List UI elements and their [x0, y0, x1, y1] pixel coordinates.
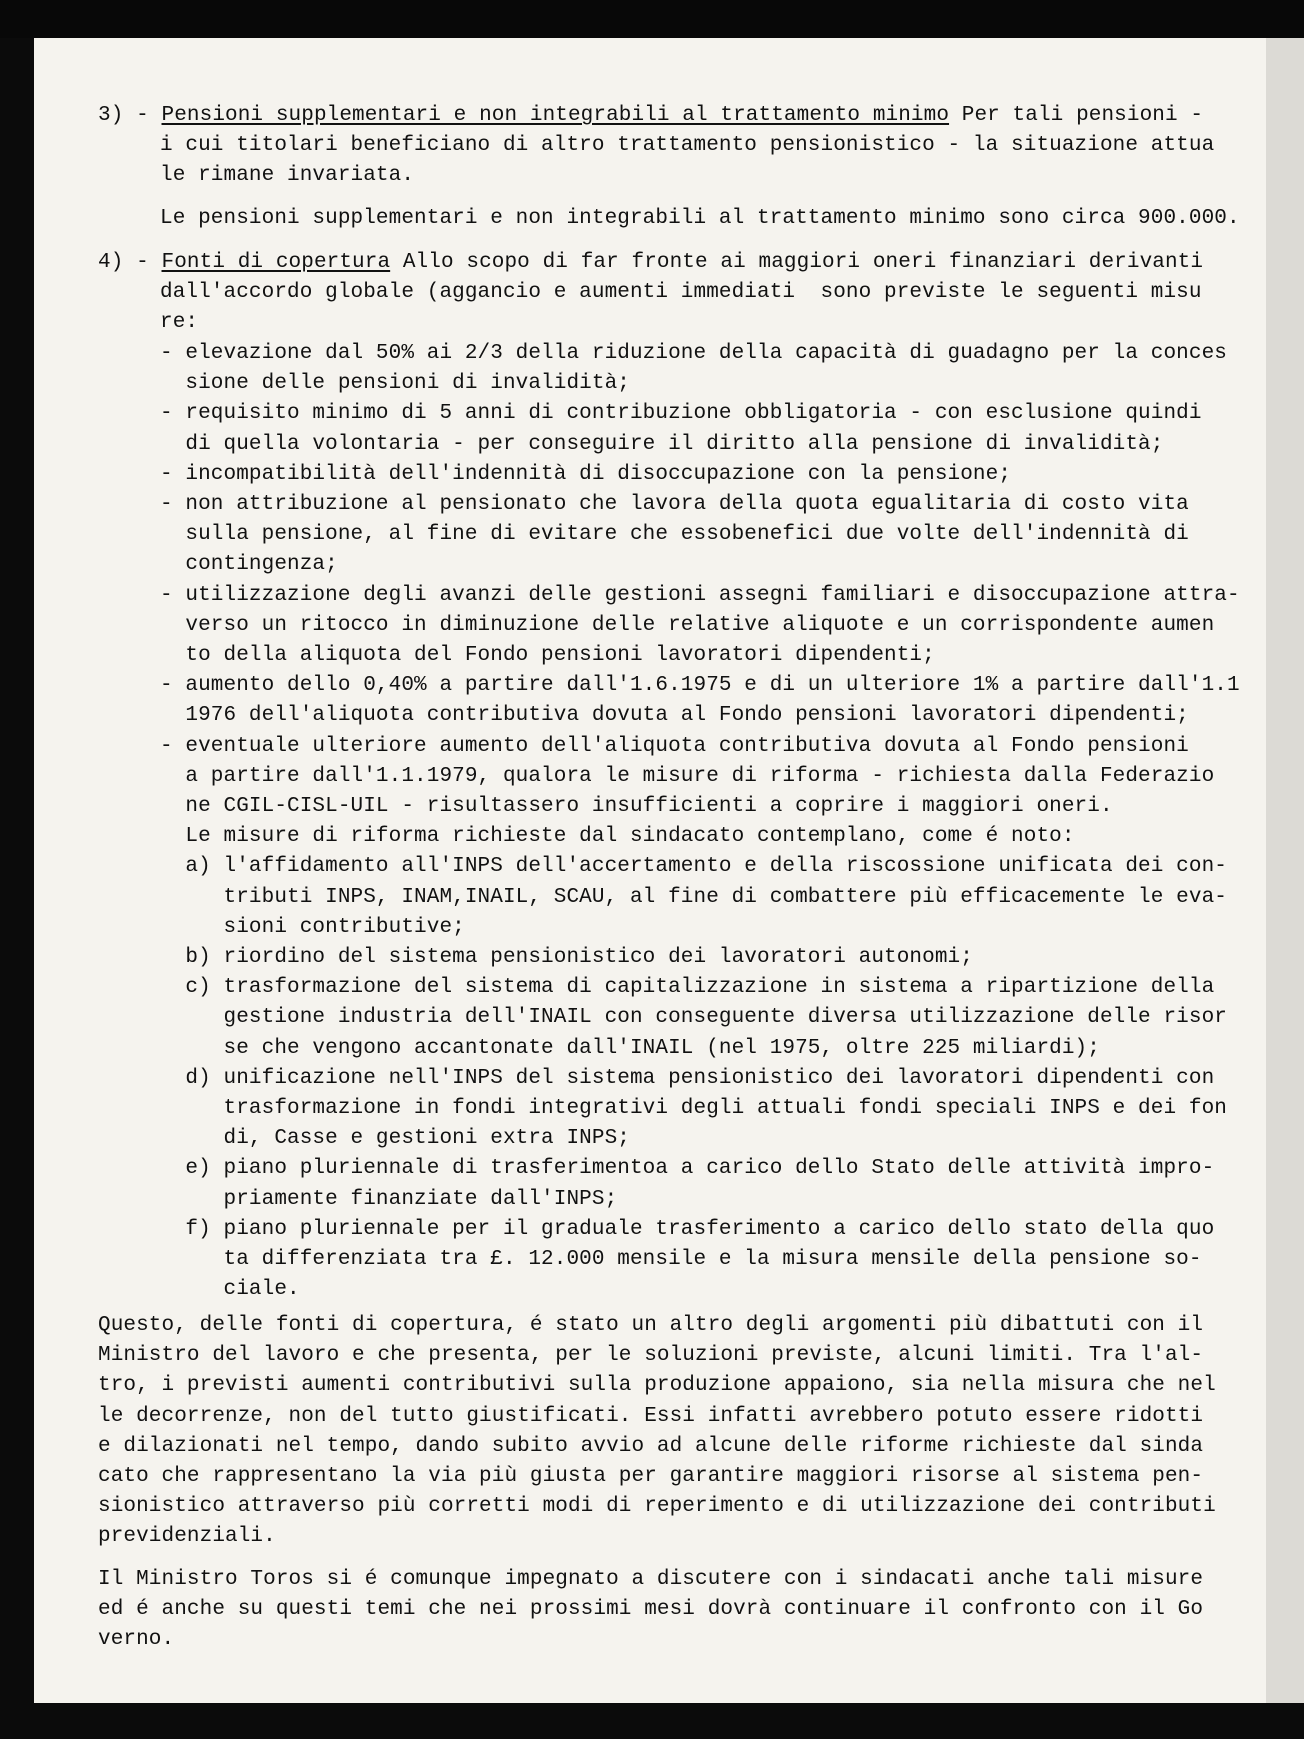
- measure-line: - utilizzazione degli avanzi delle gestioni assegni familiari e disoccupazione attra-: [160, 583, 1240, 607]
- item4-line3: re:: [160, 311, 199, 334]
- measure-line: priamente finanziate dall'INPS;: [160, 1187, 618, 1211]
- measure-line: verso un ritocco in diminuzione delle relative aliquote e un corrispondente aumen: [160, 613, 1215, 637]
- measure-line: sioni contributive;: [160, 915, 465, 939]
- measure-line: d) unificazione nell'INPS del sistema pensionistico dei lavoratori dipendenti con: [160, 1066, 1215, 1090]
- paragraph1-line: cato che rappresentano la via più giusta per garantire maggiori risorse al sistema pen-: [98, 1465, 1204, 1488]
- measure-line: to della aliquota del Fondo pensioni lavoratori dipendenti;: [160, 644, 935, 667]
- measure-line: - aumento dello 0,40% a partire dall'1.6.1975 e di un ulteriore 1% a partire dall'1.1: [160, 674, 1240, 698]
- paragraph1-line: Questo, delle fonti di copertura, é stato un altro degli argomenti più dibattuti con il: [98, 1314, 1204, 1337]
- item3-line2: i cui titolari beneficiano di altro trattamento pensionistico - la situazione attua: [160, 134, 1215, 157]
- measure-line: se che vengono accantonate dall'INAIL (nel 1975, oltre 225 miliardi);: [160, 1036, 1100, 1060]
- paragraph1-line: Ministro del lavoro e che presenta, per le soluzioni previste, alcuni limiti. Tra l'al-: [98, 1344, 1204, 1368]
- measure-line: tributi INPS, INAM,INAIL, SCAU, al fine di combattere più efficacemente le eva-: [160, 885, 1227, 909]
- measure-line: - requisito minimo di 5 anni di contribuzione obbligatoria - con esclusione quindi: [160, 402, 1202, 426]
- item3-line1: 3) - Pensioni supplementari e non integrabili al trattamento minimo Per tali pensioni -: [98, 104, 1204, 127]
- measure-line: contingenza;: [160, 553, 338, 577]
- item4-line2: dall'accordo globale (aggancio e aumenti immediati sono previste le seguenti misu: [160, 281, 1202, 304]
- item3-number: 3): [98, 104, 124, 127]
- measure-line: - elevazione dal 50% ai 2/3 della riduzione della capacità di guadagno per la conces: [160, 342, 1227, 365]
- scan-right-edge: [1266, 38, 1304, 1703]
- measure-line: gestione industria dell'INAIL con conseguente diversa utilizzazione delle risor: [160, 1006, 1227, 1030]
- scan-top-border: [0, 0, 1304, 38]
- measure-line: sulla pensione, al fine di evitare che essobenefici due volte dell'indennità di: [160, 523, 1189, 547]
- paragraph2-line: verno.: [98, 1628, 175, 1652]
- document-page: [34, 38, 1266, 1703]
- item4-heading: Fonti di copertura: [161, 251, 391, 274]
- paragraph2-line: Il Ministro Toros si é comunque impegnato a discutere con i sindacati anche tali misure: [98, 1568, 1204, 1591]
- measure-line: Le misure di riforma richieste dal sindacato contemplano, come é noto:: [160, 825, 1075, 849]
- measure-line: a) l'affidamento all'INPS dell'accertamento e della riscossione unificata dei con-: [160, 855, 1227, 879]
- measure-line: b) riordino del sistema pensionistico dei lavoratori autonomi;: [160, 946, 973, 969]
- measure-line: trasformazione in fondi integrativi degli attuali fondi speciali INPS e dei fon: [160, 1097, 1227, 1120]
- item3-note: Le pensioni supplementari e non integrabili al trattamento minimo sono circa 900.000.: [160, 207, 1240, 230]
- paragraph1-line: e dilazionati nel tempo, dando subito avvio ad alcune delle riforme richieste dal sinda: [98, 1434, 1204, 1458]
- measure-line: a partire dall'1.1.1979, qualora le misure di riforma - richiesta dalla Federazio: [160, 764, 1215, 788]
- measure-line: 1976 dell'aliquota contributiva dovuta al Fondo pensioni lavoratori dipendenti;: [160, 704, 1189, 728]
- measure-line: - non attribuzione al pensionato che lavora della quota egualitaria di costo vita: [160, 493, 1189, 516]
- measure-line: e) piano pluriennale di trasferimentoa a carico dello Stato delle attività impro-: [160, 1157, 1215, 1181]
- measure-line: c) trasformazione del sistema di capitalizzazione in sistema a ripartizione della: [160, 976, 1215, 1000]
- measure-line: f) piano pluriennale per il graduale trasferimento a carico dello stato della quo: [160, 1217, 1215, 1241]
- paragraph1-line: tro, i previsti aumenti contributivi sulla produzione appaiono, sia nella misura che nel: [98, 1374, 1216, 1398]
- paragraph1-line: le decorrenze, non del tutto giustificati. Essi infatti avrebbero potuto essere ridotti: [98, 1404, 1204, 1428]
- measure-line: ciale.: [160, 1278, 300, 1302]
- measure-line: ta differenziata tra £. 12.000 mensile e la misura mensile della pensione so-: [160, 1248, 1202, 1271]
- scan-bottom-border: [0, 1703, 1304, 1739]
- measure-line: - incompatibilità dell'indennità di disoccupazione con la pensione;: [160, 462, 1012, 486]
- paragraph1-line: previdenziali.: [98, 1525, 276, 1549]
- measure-line: ne CGIL-CISL-UIL - risultassero insufficienti a coprire i maggiori oneri.: [160, 795, 1113, 818]
- measure-line: di, Casse e gestioni extra INPS;: [160, 1127, 630, 1151]
- paragraph2-line: ed é anche su questi temi che nei prossimi mesi dovrà continuare il confronto con il Go: [98, 1598, 1204, 1622]
- item4-number: 4): [98, 251, 124, 274]
- item3-heading: Pensioni supplementari e non integrabili al trattamento minimo: [161, 104, 950, 127]
- measure-line: sione delle pensioni di invalidità;: [160, 372, 630, 396]
- item3-line3: le rimane invariata.: [160, 164, 415, 187]
- item4-line1: 4) - Fonti di copertura Allo scopo di far fronte ai maggiori oneri finanziari derivanti: [98, 251, 1204, 274]
- measure-line: di quella volontaria - per conseguire il diritto alla pensione di invalidità;: [160, 432, 1164, 456]
- paragraph1-line: sionistico attraverso più corretti modi di reperimento e di utilizzazione dei contributi: [98, 1495, 1216, 1519]
- measure-line: - eventuale ulteriore aumento dell'aliquota contributiva dovuta al Fondo pensioni: [160, 734, 1189, 758]
